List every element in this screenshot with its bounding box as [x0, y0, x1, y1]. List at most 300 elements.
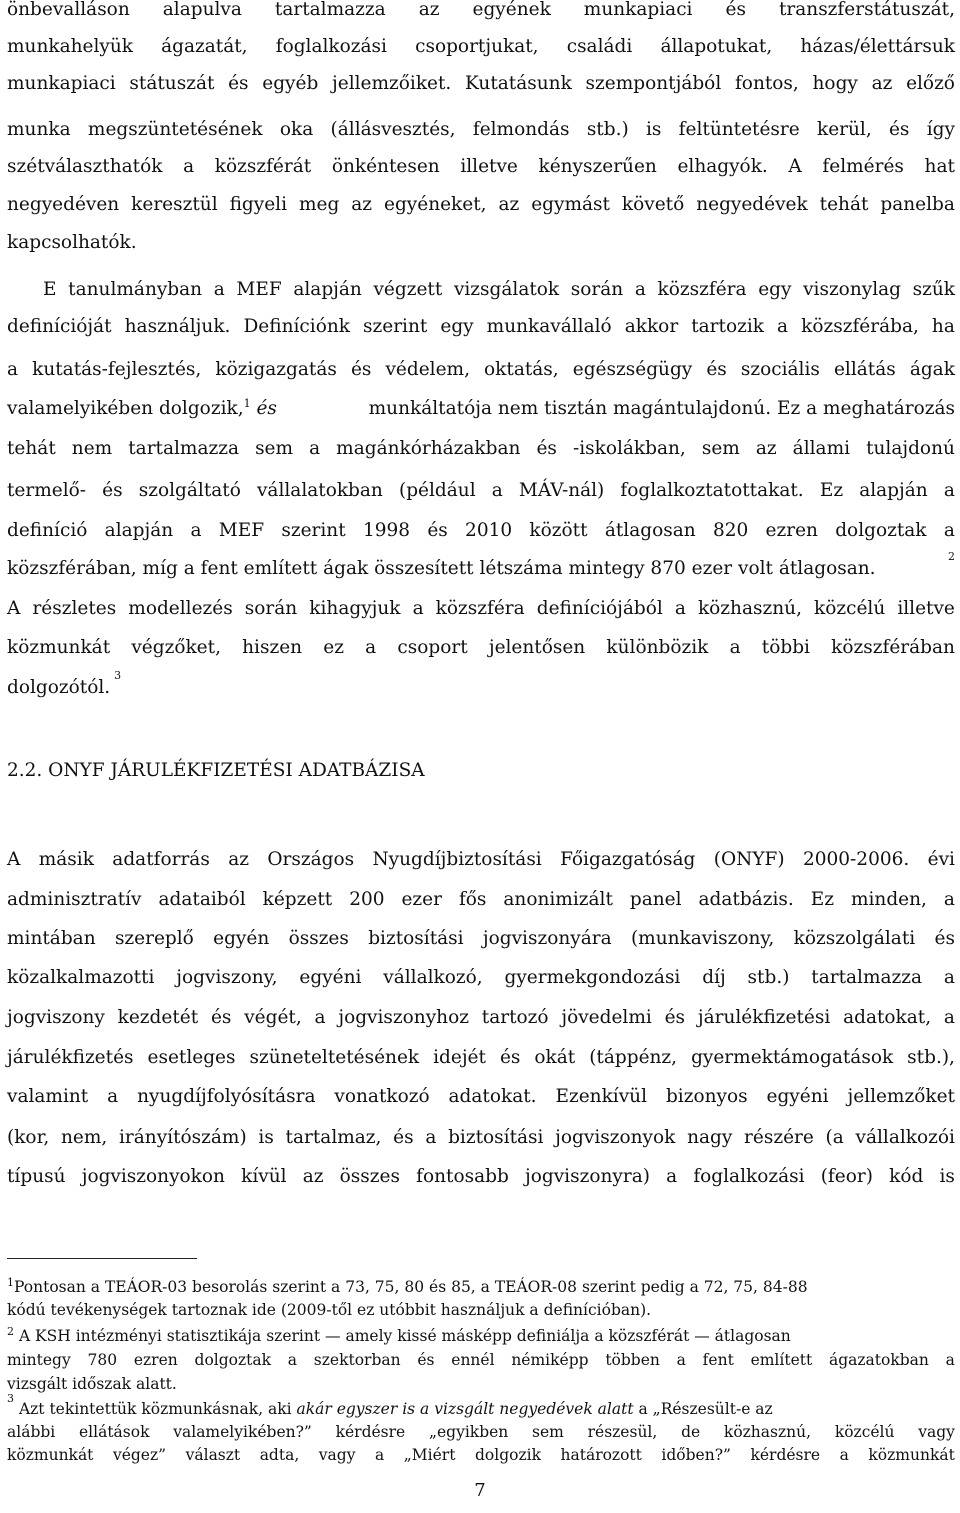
word: közalkalmazotti: [7, 967, 155, 988]
word: némiképp: [511, 1351, 589, 1369]
word: és: [102, 480, 123, 501]
word: A: [7, 849, 21, 870]
text-line: [7, 550, 955, 581]
word: 780: [87, 1351, 118, 1369]
word: a: [943, 889, 955, 910]
word: jogviszonyhoz: [338, 1007, 469, 1028]
text-line: [7, 1085, 955, 1109]
word: ez: [323, 637, 344, 658]
word: jogviszonyokon: [81, 1166, 225, 1187]
word: oka: [279, 119, 314, 140]
word: különbözik: [606, 637, 709, 658]
word: tartozik: [691, 316, 764, 337]
word: stb.): [586, 119, 629, 140]
word: a: [945, 1351, 955, 1369]
text-line: [7, 358, 955, 382]
word: kutatás-fejlesztés,: [32, 359, 202, 380]
word: Kutatásunk: [465, 73, 572, 94]
word: jellemzőket: [847, 1086, 955, 1107]
word: (ONYF): [713, 849, 785, 870]
word: dolgoztak: [194, 1351, 272, 1369]
word: végez”: [112, 1446, 167, 1464]
word: dolgozik: [474, 1446, 541, 1464]
word: a: [491, 480, 503, 501]
word: közhasznú,: [697, 598, 802, 619]
word: 1998: [362, 520, 411, 541]
word: egyéni: [766, 1086, 829, 1107]
word: gyermekgondozási: [504, 967, 681, 988]
word: tartalmazza: [128, 438, 240, 459]
word: biztosítási: [448, 1127, 544, 1148]
word: a: [777, 316, 789, 337]
word: figyeli: [229, 194, 288, 215]
word: a: [425, 1127, 437, 1148]
word: nagy: [687, 1127, 733, 1148]
word: adatforrás: [112, 849, 210, 870]
word: és: [888, 119, 910, 140]
word: feltüntetésre: [678, 119, 800, 140]
word: de: [681, 1423, 701, 1441]
word: a: [943, 480, 955, 501]
word: hogy: [812, 73, 858, 94]
word: is: [939, 1166, 955, 1187]
page-number: 7: [474, 1480, 486, 1501]
word: viszonylag: [803, 279, 901, 300]
word: (munkaviszony,: [630, 928, 775, 949]
word: jogviszony,: [176, 967, 278, 988]
word: stb.),: [907, 1047, 955, 1068]
word: kód: [889, 1166, 924, 1187]
text-line: [7, 927, 955, 951]
word: a: [943, 967, 955, 988]
text-line: [7, 479, 955, 503]
word: alapján: [859, 480, 928, 501]
word: jelentősen: [488, 637, 586, 658]
word: dolgoztak: [835, 520, 927, 541]
word: közszféra: [435, 598, 525, 619]
word: a: [634, 279, 646, 300]
word: követő: [621, 194, 685, 215]
word: a: [107, 1086, 119, 1107]
word: vonatkozó: [334, 1086, 430, 1107]
footnote-ref: 1: [243, 396, 251, 410]
word: és: [499, 1047, 521, 1068]
word: kívül: [241, 1166, 287, 1187]
word: végét,: [244, 1007, 302, 1028]
word: Ez: [819, 480, 844, 501]
word: határozott: [560, 1446, 642, 1464]
word: önkéntesen: [331, 156, 440, 177]
word: csoportjukat,: [415, 36, 539, 57]
word: az: [302, 1166, 324, 1187]
word: ha: [931, 316, 955, 337]
word: az: [351, 194, 373, 215]
footnote-line: [7, 1326, 955, 1346]
word: szüneteltetésének: [249, 1047, 420, 1068]
word: ezren: [765, 520, 818, 541]
word: adminisztratív: [7, 889, 142, 910]
word: részletes: [32, 598, 117, 619]
word: gyermektámogatások: [691, 1047, 894, 1068]
word: nem,: [60, 1127, 108, 1148]
footnote-line: vizsgált időszak alatt.: [7, 1375, 177, 1393]
word: -iskolákban,: [572, 438, 686, 459]
word: negyedéven: [7, 194, 120, 215]
word: közszférát: [214, 156, 312, 177]
word: tartalmazza: [274, 0, 386, 20]
word: és: [350, 359, 372, 380]
word: (például: [398, 480, 476, 501]
word: közszférában: [831, 637, 955, 658]
word: 200: [349, 889, 385, 910]
text-fragment: közszférában, míg a fent említett ágak összesített létszáma mintegy 870 ezer volt átlagosan.: [7, 558, 876, 579]
text-fragment: a „Részesült-e az: [638, 1400, 773, 1418]
word: illetve: [897, 598, 955, 619]
word: esetleges: [147, 1047, 236, 1068]
word: közmunkát: [7, 637, 111, 658]
word: a: [7, 359, 19, 380]
word: foglalkoztatottakat.: [620, 480, 804, 501]
word: (kor,: [7, 1127, 50, 1148]
word: fős: [458, 889, 487, 910]
word: (táppénz,: [589, 1047, 678, 1068]
word: ennél: [451, 1351, 495, 1369]
section-heading: 2.2. ONYF JÁRULÉKFIZETÉSI ADATBÁZISA: [7, 760, 425, 781]
word: meg: [298, 194, 340, 215]
word: MÁV-nál): [518, 480, 605, 501]
word: (a: [825, 1127, 844, 1148]
word: Nyugdíjbiztosítási: [372, 849, 542, 870]
word: vállalatokban: [256, 480, 383, 501]
word: „Miért: [403, 1446, 456, 1464]
text-line: [7, 1006, 955, 1030]
word: a: [676, 1351, 686, 1369]
word: Főigazgatóság: [560, 849, 696, 870]
word: alapján: [293, 279, 362, 300]
word: „egyikben: [428, 1423, 509, 1441]
word: definíciójából: [536, 598, 663, 619]
word: többen: [605, 1351, 660, 1369]
word: hat: [924, 156, 955, 177]
word: és: [536, 438, 557, 459]
word: fontos,: [734, 73, 799, 94]
word: átlagosan: [604, 520, 696, 541]
word: egyéb: [262, 73, 319, 94]
word: és: [706, 359, 727, 380]
word: munkapiaci: [583, 0, 693, 20]
word: valamelyikében?”: [173, 1423, 312, 1441]
word: MEF: [218, 520, 265, 541]
text-line: kapcsolhatók.: [7, 232, 137, 253]
word: negyedévek: [696, 194, 808, 215]
word: az: [418, 0, 440, 20]
word: választ: [185, 1446, 241, 1464]
word: jogviszonyára: [482, 928, 612, 949]
word: egyének: [472, 0, 551, 20]
text-line: [7, 669, 955, 700]
word: végzett: [373, 279, 443, 300]
word: közhasznú,: [723, 1423, 812, 1441]
word: tartalmaz,: [285, 1127, 382, 1148]
word: a: [375, 1446, 385, 1464]
word: ágazatokban: [828, 1351, 929, 1369]
word: a: [365, 637, 377, 658]
word: E: [43, 279, 57, 300]
footnote-line: [7, 1445, 955, 1465]
word: közigazgatás: [215, 359, 337, 380]
word: a: [213, 279, 225, 300]
word: és: [417, 1351, 435, 1369]
word: is: [258, 1127, 274, 1148]
word: szerint: [281, 520, 346, 541]
word: stb.): [747, 967, 790, 988]
word: többi: [761, 637, 810, 658]
word: használjuk.: [124, 316, 231, 337]
word: az: [228, 849, 249, 870]
text-fragment: Azt tekintettük közmunkásnak, aki: [18, 1400, 292, 1418]
word: a: [183, 156, 195, 177]
word: MEF: [236, 279, 282, 300]
word: (feor): [820, 1166, 873, 1187]
word: tanulmányban: [68, 279, 203, 300]
word: oktatás,: [484, 359, 559, 380]
word: Ez: [810, 889, 834, 910]
word: szereplő: [114, 928, 194, 949]
word: adataiból: [158, 889, 246, 910]
word: adatokat,: [843, 1007, 932, 1028]
word: Definíciónk: [243, 316, 350, 337]
word: elhagyók.: [677, 156, 768, 177]
word: egymást: [531, 194, 610, 215]
word: a: [287, 1351, 298, 1369]
text-line: [7, 35, 955, 59]
word: során: [570, 279, 624, 300]
word: panel: [629, 889, 682, 910]
footnote-ref: 3: [114, 669, 122, 682]
word: típusú: [7, 1166, 66, 1187]
word: egy: [758, 279, 792, 300]
word: tulajdonú: [866, 438, 955, 459]
word: során: [244, 598, 298, 619]
word: mintegy: [7, 1351, 71, 1369]
word: és: [934, 928, 955, 949]
word: díj: [702, 967, 726, 988]
word: szociális: [740, 359, 820, 380]
word: Ezenkívül: [555, 1086, 648, 1107]
word: közmunkát: [868, 1446, 955, 1464]
word: így: [926, 119, 955, 140]
word: a: [314, 1007, 326, 1028]
word: panelba: [880, 194, 955, 215]
word: vagy: [318, 1446, 356, 1464]
word: adta,: [259, 1446, 300, 1464]
word: fontosabb: [416, 1166, 509, 1187]
word: sem: [701, 438, 740, 459]
word: állami: [792, 438, 851, 459]
text-fragment: valamelyikében dolgozik,$^1$ és: [7, 396, 277, 419]
word: alábbi: [7, 1423, 56, 1441]
word: egyéni: [299, 967, 362, 988]
word: felmondás: [472, 119, 570, 140]
text-fragment: munkáltatója nem tisztán magántulajdonú. Ez a meghatározás: [368, 398, 955, 419]
word: sem: [255, 438, 294, 459]
word: az: [755, 438, 777, 459]
word: mintában: [7, 928, 96, 949]
text-line: [7, 1046, 955, 1070]
word: transzferstátuszát,: [778, 0, 955, 20]
word: részesül,: [587, 1423, 658, 1441]
word: járulékfizetés: [7, 1047, 134, 1068]
footnote-line: [7, 1392, 955, 1419]
word: ellátások: [79, 1423, 150, 1441]
word: a: [190, 520, 202, 541]
word: magánkórházakban: [336, 438, 521, 459]
word: közszféra: [657, 279, 747, 300]
word: időben?”: [661, 1446, 731, 1464]
footnote-line: [7, 1422, 955, 1442]
word: definícióját: [7, 316, 112, 337]
word: egészségügy: [572, 359, 693, 380]
word: szolgáltató: [138, 480, 241, 501]
word: kényszerűen: [538, 156, 657, 177]
word: modellezés: [128, 598, 233, 619]
footnote-marker: 2: [7, 1324, 14, 1338]
word: kihagyjuk: [309, 598, 401, 619]
word: védelem,: [385, 359, 470, 380]
word: állapotukat,: [660, 36, 773, 57]
word: egy: [440, 316, 474, 337]
word: jogviszonyra): [525, 1166, 650, 1187]
word: ágak: [909, 359, 955, 380]
text-fragment: $^2$ A KSH intézményi statisztikája szerint — amely kissé másképp definiálja a közszférát — átlagosan: [7, 1324, 791, 1345]
word: képzett: [262, 889, 333, 910]
word: illetve: [460, 156, 518, 177]
word: a: [412, 598, 424, 619]
footnote-line: kódú tevékenységek tartoznak ide (2009-től ez utóbbit használjuk a definícióban).: [7, 1301, 652, 1319]
italic-text: akár egyszer is a vizsgált negyedévek alatt: [296, 1400, 634, 1418]
word: vagy: [918, 1423, 955, 1441]
word: 2010: [465, 520, 513, 541]
word: 820: [712, 520, 749, 541]
word: a: [309, 438, 321, 459]
word: tartozó: [481, 1007, 549, 1028]
word: másik: [38, 849, 94, 870]
word: adatbázis.: [698, 889, 794, 910]
word: foglalkozási: [693, 1166, 805, 1187]
word: a: [839, 1446, 849, 1464]
word: összes: [339, 1166, 400, 1187]
word: házas/élettársuk: [800, 36, 955, 57]
text-line: [7, 966, 955, 990]
word: vizsgálatok: [453, 279, 560, 300]
text-line: [7, 72, 955, 96]
word: definíció: [7, 520, 88, 541]
word: és: [228, 73, 249, 94]
text-fragment: $^1$Pontosan a TEÁOR-03 besorolás szerint a 73, 75, 80 és 85, a TEÁOR-08 szerint pedig a 72, 75, 84-88: [7, 1275, 808, 1296]
word: nem: [71, 438, 113, 459]
word: közcélú: [814, 598, 886, 619]
text-line: [7, 1165, 955, 1189]
text-line: [7, 397, 955, 421]
word: minden,: [850, 889, 927, 910]
word: vállalkozói: [855, 1127, 955, 1148]
word: tehát: [7, 438, 56, 459]
word: valamint: [7, 1086, 89, 1107]
word: szempontjából: [585, 73, 722, 94]
word: Országos: [267, 849, 355, 870]
footnote-line: [7, 1350, 955, 1370]
text-line: [7, 636, 955, 660]
word: termelő-: [7, 480, 87, 501]
word: bizonyos: [665, 1086, 748, 1107]
word: A: [7, 598, 21, 619]
word: jövedelmi: [561, 1007, 652, 1028]
text-line: [7, 278, 955, 302]
word: a: [674, 598, 686, 619]
word: biztosítási: [368, 928, 464, 949]
word: családi: [566, 36, 633, 57]
word: között: [529, 520, 588, 541]
text-line: [7, 0, 955, 22]
word: közszolgálati: [793, 928, 916, 949]
text-line: [7, 888, 955, 912]
word: felmérés: [822, 156, 904, 177]
word: és: [664, 1007, 686, 1028]
word: kerül,: [816, 119, 872, 140]
word: előző: [906, 73, 955, 94]
word: a: [729, 637, 741, 658]
text-line: [7, 193, 955, 217]
italic-text: és: [256, 398, 277, 419]
word: jogviszony: [7, 1007, 105, 1028]
word: csoport: [397, 637, 468, 658]
footnote-marker: 3: [7, 1392, 14, 1405]
word: végzőket,: [131, 637, 221, 658]
footnote-marker: 1: [7, 1275, 14, 1289]
word: az: [871, 73, 893, 94]
word: tartalmazza: [811, 967, 923, 988]
text-fragment: dolgozótól.: [7, 677, 111, 698]
word: is: [645, 119, 662, 140]
word: közcélú: [834, 1423, 895, 1441]
word: kérdésre: [750, 1446, 821, 1464]
text-line: [7, 437, 955, 461]
word: foglalkozási: [275, 36, 387, 57]
text-line: [7, 848, 955, 872]
word: egyén: [213, 928, 270, 949]
word: státuszát: [129, 73, 215, 94]
word: a: [943, 520, 955, 541]
word: ezer: [401, 889, 442, 910]
word: idejét: [433, 1047, 486, 1068]
word: alapulva: [162, 0, 242, 20]
word: önbevalláson: [7, 0, 130, 20]
word: A: [788, 156, 802, 177]
word: ellátás: [833, 359, 896, 380]
word: tehát: [819, 194, 869, 215]
word: szűk: [912, 279, 955, 300]
word: anonimizált: [503, 889, 613, 910]
text-line: [7, 597, 955, 621]
text-line: [7, 1126, 955, 1150]
word: az: [498, 194, 520, 215]
text-line: [7, 315, 955, 339]
word: adatokat.: [448, 1086, 537, 1107]
word: járulékfizetési: [697, 1007, 831, 1028]
word: irányítószám): [119, 1127, 247, 1148]
word: közmunkát: [7, 1446, 94, 1464]
word: (állásvesztés,: [330, 119, 456, 140]
